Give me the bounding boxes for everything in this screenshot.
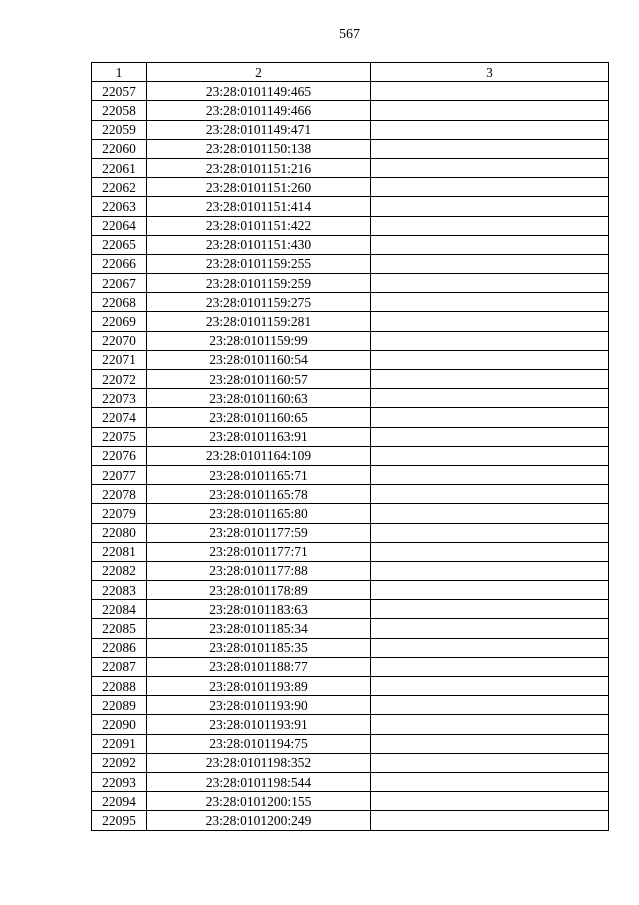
table-row bbox=[92, 293, 609, 312]
notes-cell bbox=[371, 82, 609, 101]
notes-cell bbox=[371, 504, 609, 523]
notes-cell bbox=[371, 197, 609, 216]
row-number-cell: 22080 bbox=[92, 523, 147, 542]
row-number-cell: 22057 bbox=[92, 82, 147, 101]
cadastral-number-cell: 23:28:0101159:255 bbox=[147, 254, 371, 273]
cadastral-number-cell: 23:28:0101200:155 bbox=[147, 792, 371, 811]
row-number-cell: 22095 bbox=[92, 811, 147, 830]
cadastral-number-cell: 23:28:0101159:281 bbox=[147, 312, 371, 331]
cadastral-number-cell: 23:28:0101159:99 bbox=[147, 331, 371, 350]
row-number-cell: 22079 bbox=[92, 504, 147, 523]
cadastral-number-cell: 23:28:0101177:59 bbox=[147, 523, 371, 542]
row-number-cell: 22090 bbox=[92, 715, 147, 734]
cadastral-number-cell: 23:28:0101160:57 bbox=[147, 370, 371, 389]
notes-cell bbox=[371, 792, 609, 811]
table-row bbox=[92, 312, 609, 331]
notes-cell bbox=[371, 408, 609, 427]
cadastral-number-cell: 23:28:0101193:91 bbox=[147, 715, 371, 734]
notes-cell bbox=[371, 581, 609, 600]
notes-cell bbox=[371, 677, 609, 696]
row-number-cell: 22082 bbox=[92, 561, 147, 580]
cadastral-number-cell: 23:28:0101185:35 bbox=[147, 638, 371, 657]
table-row bbox=[92, 389, 609, 408]
notes-cell bbox=[371, 561, 609, 580]
cadastral-number-cell: 23:28:0101185:34 bbox=[147, 619, 371, 638]
row-number-cell: 22059 bbox=[92, 120, 147, 139]
row-number-cell: 22071 bbox=[92, 350, 147, 369]
cadastral-number-cell: 23:28:0101165:80 bbox=[147, 504, 371, 523]
cadastral-number-cell: 23:28:0101165:71 bbox=[147, 465, 371, 484]
row-number-cell: 22074 bbox=[92, 408, 147, 427]
row-number-cell: 22087 bbox=[92, 657, 147, 676]
row-number-cell: 22092 bbox=[92, 753, 147, 772]
cadastral-number-cell: 23:28:0101198:352 bbox=[147, 753, 371, 772]
cadastral-number-cell: 23:28:0101149:466 bbox=[147, 101, 371, 120]
table-row bbox=[92, 408, 609, 427]
table-row bbox=[92, 715, 609, 734]
cadastral-number-cell: 23:28:0101160:65 bbox=[147, 408, 371, 427]
table-row bbox=[92, 696, 609, 715]
notes-cell bbox=[371, 312, 609, 331]
notes-cell bbox=[371, 235, 609, 254]
cadastral-number-cell: 23:28:0101160:54 bbox=[147, 350, 371, 369]
cadastral-number-cell: 23:28:0101178:89 bbox=[147, 581, 371, 600]
notes-cell bbox=[371, 216, 609, 235]
cadastral-number-cell: 23:28:0101149:471 bbox=[147, 120, 371, 139]
row-number-cell: 22073 bbox=[92, 389, 147, 408]
notes-cell bbox=[371, 350, 609, 369]
row-number-cell: 22069 bbox=[92, 312, 147, 331]
row-number-cell: 22075 bbox=[92, 427, 147, 446]
header-col-2: 2 bbox=[147, 63, 371, 82]
notes-cell bbox=[371, 542, 609, 561]
row-number-cell: 22060 bbox=[92, 139, 147, 158]
notes-cell bbox=[371, 619, 609, 638]
table-row bbox=[92, 427, 609, 446]
cadastral-number-cell: 23:28:0101200:249 bbox=[147, 811, 371, 830]
cadastral-number-cell: 23:28:0101163:91 bbox=[147, 427, 371, 446]
notes-cell bbox=[371, 427, 609, 446]
table-row bbox=[92, 331, 609, 350]
table-row bbox=[92, 197, 609, 216]
notes-cell bbox=[371, 600, 609, 619]
table-row bbox=[92, 772, 609, 791]
header-col-3: 3 bbox=[371, 63, 609, 82]
notes-cell bbox=[371, 331, 609, 350]
notes-cell bbox=[371, 485, 609, 504]
notes-cell bbox=[371, 178, 609, 197]
row-number-cell: 22066 bbox=[92, 254, 147, 273]
row-number-cell: 22068 bbox=[92, 293, 147, 312]
table-row bbox=[92, 370, 609, 389]
table-row bbox=[92, 734, 609, 753]
page-number: 567 bbox=[339, 27, 360, 42]
cadastral-number-cell: 23:28:0101194:75 bbox=[147, 734, 371, 753]
table-header bbox=[92, 63, 609, 82]
table-row bbox=[92, 504, 609, 523]
table-row bbox=[92, 542, 609, 561]
table-row bbox=[92, 235, 609, 254]
table-row bbox=[92, 753, 609, 772]
header-row bbox=[92, 63, 609, 82]
cadastral-number-cell: 23:28:0101159:259 bbox=[147, 274, 371, 293]
notes-cell bbox=[371, 120, 609, 139]
cadastral-number-cell: 23:28:0101183:63 bbox=[147, 600, 371, 619]
cadastral-number-cell: 23:28:0101151:260 bbox=[147, 178, 371, 197]
notes-cell bbox=[371, 446, 609, 465]
table-row bbox=[92, 619, 609, 638]
table-row bbox=[92, 581, 609, 600]
row-number-cell: 22072 bbox=[92, 370, 147, 389]
cadastral-number-cell: 23:28:0101177:88 bbox=[147, 561, 371, 580]
row-number-cell: 22065 bbox=[92, 235, 147, 254]
notes-cell bbox=[371, 158, 609, 177]
cadastral-number-cell: 23:28:0101164:109 bbox=[147, 446, 371, 465]
row-number-cell: 22089 bbox=[92, 696, 147, 715]
row-number-cell: 22084 bbox=[92, 600, 147, 619]
notes-cell bbox=[371, 638, 609, 657]
table-body bbox=[92, 82, 609, 830]
cadastral-number-cell: 23:28:0101160:63 bbox=[147, 389, 371, 408]
row-number-cell: 22063 bbox=[92, 197, 147, 216]
table-row bbox=[92, 811, 609, 830]
row-number-cell: 22062 bbox=[92, 178, 147, 197]
cadastral-number-cell: 23:28:0101165:78 bbox=[147, 485, 371, 504]
notes-cell bbox=[371, 772, 609, 791]
cadastral-number-cell: 23:28:0101151:422 bbox=[147, 216, 371, 235]
row-number-cell: 22077 bbox=[92, 465, 147, 484]
row-number-cell: 22070 bbox=[92, 331, 147, 350]
table-row bbox=[92, 600, 609, 619]
table-row bbox=[92, 178, 609, 197]
notes-cell bbox=[371, 465, 609, 484]
table-row bbox=[92, 158, 609, 177]
cadastral-number-cell: 23:28:0101149:465 bbox=[147, 82, 371, 101]
row-number-cell: 22088 bbox=[92, 677, 147, 696]
cadastral-number-cell: 23:28:0101159:275 bbox=[147, 293, 371, 312]
table-row bbox=[92, 523, 609, 542]
notes-cell bbox=[371, 254, 609, 273]
table-row bbox=[92, 638, 609, 657]
notes-cell bbox=[371, 811, 609, 830]
cadastral-number-cell: 23:28:0101198:544 bbox=[147, 772, 371, 791]
table-row bbox=[92, 561, 609, 580]
table-row bbox=[92, 101, 609, 120]
row-number-cell: 22091 bbox=[92, 734, 147, 753]
table-row bbox=[92, 657, 609, 676]
row-number-cell: 22094 bbox=[92, 792, 147, 811]
notes-cell bbox=[371, 101, 609, 120]
notes-cell bbox=[371, 293, 609, 312]
table-row bbox=[92, 254, 609, 273]
cadastral-number-cell: 23:28:0101188:77 bbox=[147, 657, 371, 676]
notes-cell bbox=[371, 696, 609, 715]
cadastral-number-cell: 23:28:0101151:414 bbox=[147, 197, 371, 216]
notes-cell bbox=[371, 734, 609, 753]
cadastral-number-cell: 23:28:0101177:71 bbox=[147, 542, 371, 561]
row-number-cell: 22083 bbox=[92, 581, 147, 600]
cadastral-table bbox=[91, 62, 609, 831]
row-number-cell: 22064 bbox=[92, 216, 147, 235]
cadastral-number-cell: 23:28:0101151:216 bbox=[147, 158, 371, 177]
row-number-cell: 22076 bbox=[92, 446, 147, 465]
notes-cell bbox=[371, 370, 609, 389]
notes-cell bbox=[371, 139, 609, 158]
notes-cell bbox=[371, 753, 609, 772]
table-row bbox=[92, 216, 609, 235]
table-row bbox=[92, 485, 609, 504]
row-number-cell: 22085 bbox=[92, 619, 147, 638]
table-row bbox=[92, 465, 609, 484]
notes-cell bbox=[371, 389, 609, 408]
table-row bbox=[92, 446, 609, 465]
cadastral-number-cell: 23:28:0101193:89 bbox=[147, 677, 371, 696]
notes-cell bbox=[371, 657, 609, 676]
cadastral-number-cell: 23:28:0101150:138 bbox=[147, 139, 371, 158]
row-number-cell: 22058 bbox=[92, 101, 147, 120]
row-number-cell: 22067 bbox=[92, 274, 147, 293]
table-row bbox=[92, 120, 609, 139]
row-number-cell: 22093 bbox=[92, 772, 147, 791]
table-row bbox=[92, 274, 609, 293]
header-col-1: 1 bbox=[92, 63, 147, 82]
table-row bbox=[92, 139, 609, 158]
table-row bbox=[92, 82, 609, 101]
cadastral-number-cell: 23:28:0101193:90 bbox=[147, 696, 371, 715]
table-row bbox=[92, 792, 609, 811]
table-row bbox=[92, 350, 609, 369]
table-row bbox=[92, 677, 609, 696]
row-number-cell: 22078 bbox=[92, 485, 147, 504]
row-number-cell: 22061 bbox=[92, 158, 147, 177]
cadastral-number-cell: 23:28:0101151:430 bbox=[147, 235, 371, 254]
row-number-cell: 22086 bbox=[92, 638, 147, 657]
notes-cell bbox=[371, 523, 609, 542]
row-number-cell: 22081 bbox=[92, 542, 147, 561]
notes-cell bbox=[371, 715, 609, 734]
notes-cell bbox=[371, 274, 609, 293]
